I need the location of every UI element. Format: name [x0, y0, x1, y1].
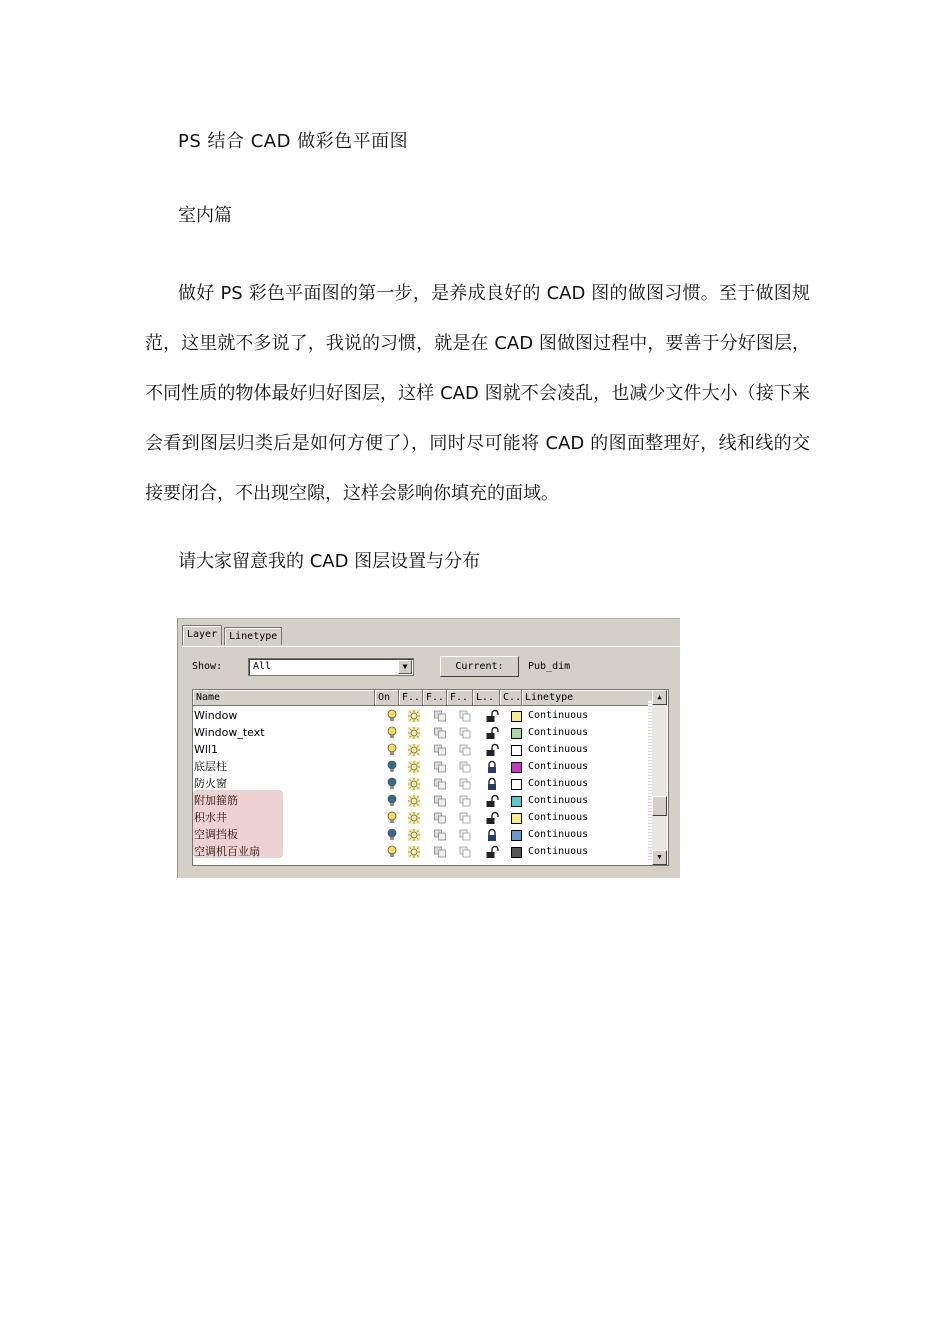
column-header-lock[interactable]: L.. [473, 690, 500, 706]
freeze-viewport-icon[interactable] [433, 726, 447, 740]
freeze-viewport-icon[interactable] [433, 709, 447, 723]
freeze-new-viewport-icon[interactable] [458, 726, 472, 740]
layer-name: 空调挡板 [194, 828, 238, 841]
chevron-down-icon[interactable]: ▼ [398, 660, 412, 674]
layer-linetype[interactable]: Continuous [528, 812, 589, 823]
lightbulb-icon[interactable] [385, 828, 399, 842]
unlock-icon[interactable] [485, 845, 499, 859]
scroll-thumb[interactable] [652, 796, 667, 816]
freeze-viewport-icon[interactable] [433, 811, 447, 825]
freeze-viewport-icon[interactable] [433, 794, 447, 808]
sun-icon[interactable] [407, 845, 421, 859]
freeze-new-viewport-icon[interactable] [458, 828, 472, 842]
layer-name: 积水井 [194, 811, 227, 824]
freeze-viewport-icon[interactable] [433, 760, 447, 774]
lightbulb-icon[interactable] [385, 743, 399, 757]
show-label: Show: [192, 661, 223, 672]
color-swatch[interactable] [511, 847, 522, 858]
layer-linetype[interactable]: Continuous [528, 829, 589, 840]
layer-name: 空调机百业扇 [194, 845, 260, 858]
freeze-new-viewport-icon[interactable] [458, 777, 472, 791]
body-paragraph: 做好 PS 彩色平面图的第一步，是养成良好的 CAD 图的做图习惯。至于做图规范，这里就不多说了，我说的习惯，就是在 CAD 图做图过程中，要善于分好图层，不同性质的物体最好归好图层，这样 CAD 图就不会凌乱，也减少文件大小（接下来会看到图层归类后是如何方便了），同时尽可能将 CAD 的图面整理好，线和线的交接要闭合，不出现空隙，这样会影响你填充的面域。 [145, 283, 810, 504]
unlock-icon[interactable] [485, 811, 499, 825]
layer-linetype[interactable]: Continuous [528, 761, 589, 772]
lightbulb-icon[interactable] [385, 811, 399, 825]
unlock-icon[interactable] [485, 709, 499, 723]
lightbulb-icon[interactable] [385, 726, 399, 740]
freeze-new-viewport-icon[interactable] [458, 743, 472, 757]
column-header-freeze-new[interactable]: F.. [447, 690, 473, 706]
freeze-viewport-icon[interactable] [433, 777, 447, 791]
document-title: PS 结合 CAD 做彩色平面图 [178, 131, 409, 152]
lock-icon[interactable] [485, 760, 499, 774]
layer-linetype[interactable]: Continuous [528, 710, 589, 721]
freeze-new-viewport-icon[interactable] [458, 709, 472, 723]
sun-icon[interactable] [407, 828, 421, 842]
layer-list-scrollbar[interactable] [652, 690, 667, 865]
table-row[interactable] [193, 758, 653, 775]
table-row[interactable] [193, 724, 653, 741]
layer-linetype[interactable]: Continuous [528, 778, 589, 789]
lock-icon[interactable] [485, 777, 499, 791]
column-header-linetype[interactable]: Linetype [522, 690, 653, 706]
sun-icon[interactable] [407, 726, 421, 740]
tab-linetype[interactable]: Linetype [224, 627, 282, 645]
cad-layer-dialog-screenshot [177, 618, 680, 878]
sun-icon[interactable] [407, 743, 421, 757]
layer-name: 防火窗 [194, 777, 227, 790]
table-row[interactable] [193, 707, 653, 724]
sun-icon[interactable] [407, 794, 421, 808]
sun-icon[interactable] [407, 760, 421, 774]
tab-divider [182, 646, 680, 647]
dialog-tabs [182, 627, 284, 647]
layer-name: Window_text [194, 726, 265, 739]
freeze-viewport-icon[interactable] [433, 845, 447, 859]
layer-name: 底层柱 [194, 760, 227, 773]
column-header-name[interactable]: Name [193, 690, 375, 706]
lightbulb-icon[interactable] [385, 845, 399, 859]
current-layer-value: Pub_dim [528, 661, 571, 672]
layer-name: 附加箍筋 [194, 794, 238, 807]
tab-layer[interactable]: Layer [182, 625, 222, 645]
sun-icon[interactable] [407, 811, 421, 825]
layer-linetype[interactable]: Continuous [528, 846, 589, 857]
unlock-icon[interactable] [485, 794, 499, 808]
lightbulb-icon[interactable] [385, 777, 399, 791]
document-subtitle: 室内篇 [178, 205, 232, 226]
table-row[interactable] [193, 741, 653, 758]
scroll-up-icon[interactable]: ▲ [652, 690, 667, 705]
sun-icon[interactable] [407, 777, 421, 791]
color-swatch[interactable] [511, 745, 522, 756]
freeze-viewport-icon[interactable] [433, 743, 447, 757]
column-header-color[interactable]: C.. [500, 690, 522, 706]
lightbulb-icon[interactable] [385, 794, 399, 808]
freeze-new-viewport-icon[interactable] [458, 845, 472, 859]
show-select[interactable] [248, 658, 414, 676]
column-header-on[interactable]: On [375, 690, 399, 706]
freeze-viewport-icon[interactable] [433, 828, 447, 842]
color-swatch[interactable] [511, 830, 522, 841]
sun-icon[interactable] [407, 709, 421, 723]
layer-name: Window [194, 709, 238, 722]
unlock-icon[interactable] [485, 726, 499, 740]
show-select-value: All [253, 661, 272, 672]
lightbulb-icon[interactable] [385, 709, 399, 723]
watermark-stamp [193, 790, 283, 858]
current-button[interactable]: Current: [440, 656, 519, 677]
freeze-new-viewport-icon[interactable] [458, 794, 472, 808]
layer-linetype[interactable]: Continuous [528, 744, 589, 755]
unlock-icon[interactable] [485, 743, 499, 757]
scroll-down-icon[interactable]: ▼ [652, 850, 667, 865]
lightbulb-icon[interactable] [385, 760, 399, 774]
column-header-freeze[interactable]: F.. [399, 690, 423, 706]
layer-linetype[interactable]: Continuous [528, 727, 589, 738]
layer-name: Wll1 [194, 743, 218, 756]
layer-linetype[interactable]: Continuous [528, 795, 589, 806]
color-swatch[interactable] [511, 711, 522, 722]
color-swatch[interactable] [511, 813, 522, 824]
column-header-freeze-vp[interactable]: F.. [423, 690, 447, 706]
color-swatch[interactable] [511, 728, 522, 739]
color-swatch[interactable] [511, 796, 522, 807]
lock-icon[interactable] [485, 828, 499, 842]
color-swatch[interactable] [511, 779, 522, 790]
freeze-new-viewport-icon[interactable] [458, 811, 472, 825]
color-swatch[interactable] [511, 762, 522, 773]
freeze-new-viewport-icon[interactable] [458, 760, 472, 774]
figure-caption: 请大家留意我的 CAD 图层设置与分布 [178, 551, 481, 572]
layer-list[interactable] [192, 689, 669, 866]
layer-list-header [193, 690, 653, 707]
